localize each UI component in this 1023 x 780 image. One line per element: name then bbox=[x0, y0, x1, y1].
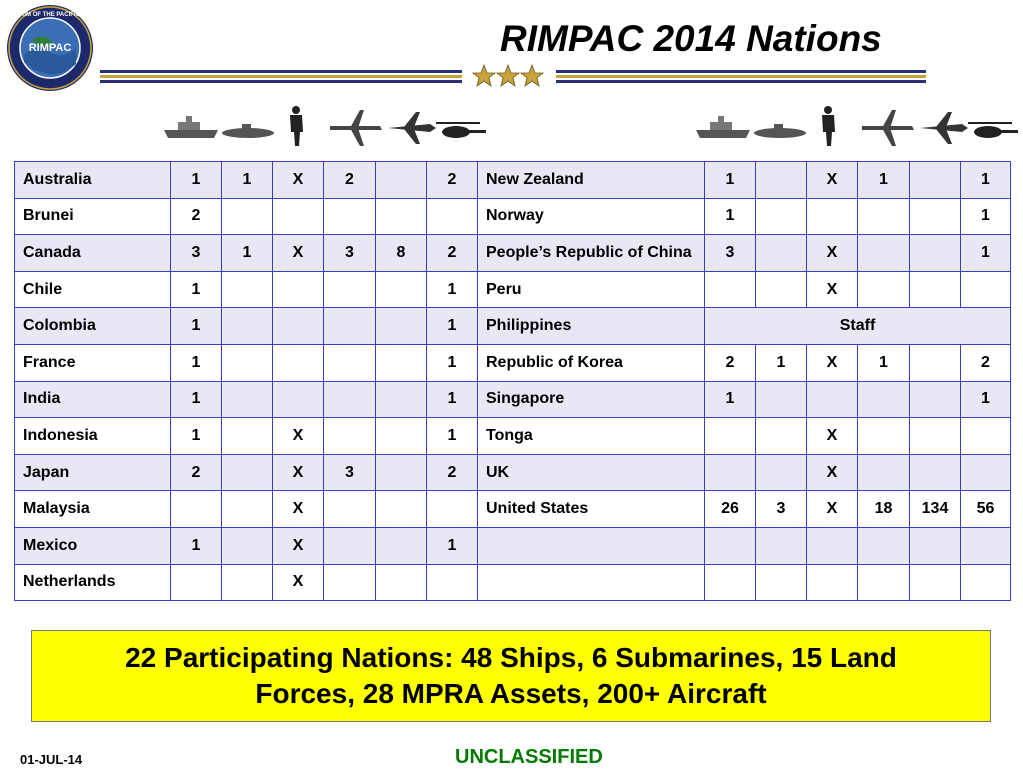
nations-table bbox=[14, 161, 1011, 601]
count-cell bbox=[273, 198, 324, 235]
country-name: France bbox=[15, 344, 171, 381]
count-cell bbox=[427, 198, 478, 235]
count-cell: 1 bbox=[171, 418, 222, 455]
classification-label: UNCLASSIFIED bbox=[455, 746, 603, 768]
count-cell: X bbox=[807, 271, 858, 308]
count-cell: 1 bbox=[961, 381, 1011, 418]
country-name: New Zealand bbox=[478, 162, 705, 199]
country-name: Peru bbox=[478, 271, 705, 308]
country-name: People’s Republic of China bbox=[478, 235, 705, 272]
count-cell: 134 bbox=[910, 491, 961, 528]
count-cell: 2 bbox=[427, 162, 478, 199]
count-cell bbox=[324, 491, 376, 528]
count-cell: 1 bbox=[427, 381, 478, 418]
count-cell: X bbox=[273, 235, 324, 272]
count-cell: 1 bbox=[427, 344, 478, 381]
country-name: Indonesia bbox=[15, 418, 171, 455]
count-cell: 1 bbox=[705, 162, 756, 199]
ship-icon bbox=[164, 116, 218, 138]
count-cell bbox=[324, 198, 376, 235]
count-cell bbox=[324, 271, 376, 308]
count-cell: 1 bbox=[705, 198, 756, 235]
count-cell bbox=[705, 418, 756, 455]
count-cell: X bbox=[807, 162, 858, 199]
count-cell: 1 bbox=[756, 344, 807, 381]
count-cell bbox=[756, 235, 807, 272]
count-cell bbox=[756, 527, 807, 564]
count-cell: 1 bbox=[171, 308, 222, 345]
count-cell bbox=[427, 491, 478, 528]
count-cell bbox=[858, 198, 910, 235]
count-cell bbox=[222, 491, 273, 528]
count-cell bbox=[756, 162, 807, 199]
count-cell bbox=[376, 198, 427, 235]
count-cell bbox=[858, 527, 910, 564]
count-cell bbox=[858, 381, 910, 418]
count-cell bbox=[222, 271, 273, 308]
table-row bbox=[15, 564, 1011, 601]
country-name: Japan bbox=[15, 454, 171, 491]
count-cell: X bbox=[273, 564, 324, 601]
table-row bbox=[15, 527, 1011, 564]
count-cell bbox=[910, 344, 961, 381]
table-body bbox=[15, 162, 1011, 601]
country-name: UK bbox=[478, 454, 705, 491]
count-cell: 1 bbox=[427, 271, 478, 308]
count-cell: X bbox=[807, 235, 858, 272]
count-cell bbox=[910, 527, 961, 564]
count-cell: 1 bbox=[858, 344, 910, 381]
title-rule-right-gold bbox=[556, 75, 926, 78]
count-cell: 2 bbox=[324, 162, 376, 199]
count-cell bbox=[376, 527, 427, 564]
count-cell: X bbox=[273, 491, 324, 528]
ship-icon bbox=[696, 116, 750, 138]
count-cell bbox=[376, 381, 427, 418]
count-cell bbox=[910, 564, 961, 601]
count-cell bbox=[858, 418, 910, 455]
count-cell bbox=[324, 527, 376, 564]
table-row bbox=[15, 271, 1011, 308]
svg-text:RIMPAC: RIMPAC bbox=[28, 42, 72, 54]
svg-text:RIM OF THE PACIFIC: RIM OF THE PACIFIC bbox=[20, 12, 80, 18]
count-cell: X bbox=[273, 162, 324, 199]
count-cell bbox=[910, 198, 961, 235]
count-cell bbox=[910, 381, 961, 418]
country-name: India bbox=[15, 381, 171, 418]
count-cell bbox=[807, 527, 858, 564]
count-cell bbox=[858, 454, 910, 491]
jet-aircraft-icon bbox=[388, 112, 436, 144]
count-cell: 1 bbox=[961, 235, 1011, 272]
count-cell bbox=[910, 418, 961, 455]
count-cell bbox=[376, 564, 427, 601]
country-name: Netherlands bbox=[15, 564, 171, 601]
count-cell bbox=[858, 235, 910, 272]
count-cell: 1 bbox=[427, 527, 478, 564]
summary-line-1: 22 Participating Nations: 48 Ships, 6 Submarines, 15 Land bbox=[125, 642, 897, 673]
count-cell bbox=[807, 564, 858, 601]
country-name bbox=[478, 527, 705, 564]
count-cell bbox=[427, 564, 478, 601]
country-name: United States bbox=[478, 491, 705, 528]
count-cell: 1 bbox=[222, 235, 273, 272]
count-cell: 3 bbox=[324, 454, 376, 491]
country-name bbox=[478, 564, 705, 601]
count-cell bbox=[858, 564, 910, 601]
country-name: Singapore bbox=[478, 381, 705, 418]
title-rule-right-navy2 bbox=[556, 80, 926, 83]
country-name: Philippines bbox=[478, 308, 705, 345]
count-cell bbox=[961, 271, 1011, 308]
count-cell bbox=[273, 271, 324, 308]
count-cell bbox=[376, 454, 427, 491]
count-cell bbox=[961, 454, 1011, 491]
title-rule-left-navy bbox=[100, 70, 462, 73]
count-cell bbox=[376, 344, 427, 381]
count-cell: 1 bbox=[858, 162, 910, 199]
count-cell: 2 bbox=[171, 198, 222, 235]
count-cell bbox=[222, 344, 273, 381]
count-cell bbox=[324, 418, 376, 455]
count-cell bbox=[756, 381, 807, 418]
column-icons-right bbox=[692, 100, 1022, 152]
count-cell: X bbox=[807, 491, 858, 528]
country-name: Brunei bbox=[15, 198, 171, 235]
count-cell: 1 bbox=[171, 162, 222, 199]
count-cell bbox=[756, 418, 807, 455]
helicopter-icon bbox=[968, 122, 1018, 138]
count-cell bbox=[910, 271, 961, 308]
count-cell: 18 bbox=[858, 491, 910, 528]
jet-aircraft-icon bbox=[920, 112, 968, 144]
count-cell: 26 bbox=[705, 491, 756, 528]
table-row bbox=[15, 381, 1011, 418]
count-cell bbox=[910, 162, 961, 199]
stars-icon bbox=[470, 63, 550, 87]
count-cell bbox=[961, 527, 1011, 564]
title-rule-left-gold bbox=[100, 75, 462, 78]
count-cell: 2 bbox=[171, 454, 222, 491]
count-cell bbox=[858, 271, 910, 308]
table-row bbox=[15, 491, 1011, 528]
country-name: Mexico bbox=[15, 527, 171, 564]
count-cell bbox=[222, 198, 273, 235]
count-cell bbox=[705, 527, 756, 564]
country-name: Chile bbox=[15, 271, 171, 308]
rimpac-logo bbox=[6, 4, 94, 92]
count-cell: 3 bbox=[324, 235, 376, 272]
title-rule-right-navy bbox=[556, 70, 926, 73]
count-cell bbox=[324, 308, 376, 345]
table-row bbox=[15, 162, 1011, 199]
country-name: Malaysia bbox=[15, 491, 171, 528]
country-name: Colombia bbox=[15, 308, 171, 345]
count-cell: 56 bbox=[961, 491, 1011, 528]
count-cell bbox=[376, 271, 427, 308]
summary-line-2: Forces, 28 MPRA Assets, 200+ Aircraft bbox=[255, 678, 767, 709]
count-cell: X bbox=[807, 454, 858, 491]
count-cell: X bbox=[807, 344, 858, 381]
count-cell bbox=[756, 564, 807, 601]
table-row bbox=[15, 308, 1011, 345]
country-name: Australia bbox=[15, 162, 171, 199]
soldier-icon bbox=[290, 106, 303, 146]
count-cell: 2 bbox=[427, 454, 478, 491]
count-cell: 1 bbox=[171, 527, 222, 564]
count-cell bbox=[961, 564, 1011, 601]
count-cell: 2 bbox=[961, 344, 1011, 381]
count-cell: 1 bbox=[427, 308, 478, 345]
count-cell bbox=[222, 308, 273, 345]
count-cell: X bbox=[273, 527, 324, 564]
column-icons-left bbox=[160, 100, 490, 152]
country-name: Tonga bbox=[478, 418, 705, 455]
mpra-aircraft-icon bbox=[330, 110, 382, 146]
country-name: Norway bbox=[478, 198, 705, 235]
count-cell bbox=[705, 564, 756, 601]
count-cell: 1 bbox=[961, 198, 1011, 235]
table-row bbox=[15, 198, 1011, 235]
count-cell bbox=[222, 454, 273, 491]
count-cell bbox=[171, 491, 222, 528]
count-cell bbox=[705, 271, 756, 308]
table-row bbox=[15, 418, 1011, 455]
count-cell bbox=[705, 454, 756, 491]
count-cell bbox=[756, 198, 807, 235]
count-cell bbox=[273, 344, 324, 381]
helicopter-icon bbox=[436, 122, 486, 138]
count-cell bbox=[222, 418, 273, 455]
country-name: Republic of Korea bbox=[478, 344, 705, 381]
count-cell bbox=[376, 418, 427, 455]
count-cell bbox=[961, 418, 1011, 455]
count-cell: 3 bbox=[171, 235, 222, 272]
count-cell bbox=[376, 491, 427, 528]
count-cell bbox=[910, 454, 961, 491]
mpra-aircraft-icon bbox=[862, 110, 914, 146]
count-cell: 3 bbox=[756, 491, 807, 528]
count-cell bbox=[376, 308, 427, 345]
count-cell bbox=[324, 344, 376, 381]
count-cell: 1 bbox=[222, 162, 273, 199]
count-cell bbox=[222, 527, 273, 564]
count-cell bbox=[807, 381, 858, 418]
count-cell bbox=[171, 564, 222, 601]
submarine-icon bbox=[222, 124, 274, 138]
count-cell: 1 bbox=[171, 381, 222, 418]
country-name: Canada bbox=[15, 235, 171, 272]
count-cell: 1 bbox=[705, 381, 756, 418]
count-cell: 2 bbox=[427, 235, 478, 272]
count-cell bbox=[756, 454, 807, 491]
count-cell bbox=[324, 381, 376, 418]
count-cell: 8 bbox=[376, 235, 427, 272]
count-cell bbox=[273, 308, 324, 345]
staff-cell: Staff bbox=[705, 308, 1011, 345]
count-cell: 1 bbox=[171, 271, 222, 308]
count-cell bbox=[222, 381, 273, 418]
count-cell: 2 bbox=[705, 344, 756, 381]
count-cell bbox=[273, 381, 324, 418]
count-cell: 3 bbox=[705, 235, 756, 272]
count-cell: X bbox=[273, 418, 324, 455]
count-cell bbox=[910, 235, 961, 272]
slide-date: 01-JUL-14 bbox=[20, 752, 83, 767]
page-title: RIMPAC 2014 Nations bbox=[500, 18, 882, 59]
count-cell: X bbox=[807, 418, 858, 455]
table-row bbox=[15, 344, 1011, 381]
count-cell bbox=[324, 564, 376, 601]
count-cell bbox=[807, 198, 858, 235]
table-row bbox=[15, 235, 1011, 272]
count-cell bbox=[222, 564, 273, 601]
count-cell bbox=[376, 162, 427, 199]
count-cell: 1 bbox=[961, 162, 1011, 199]
count-cell: 1 bbox=[427, 418, 478, 455]
submarine-icon bbox=[754, 124, 806, 138]
count-cell: X bbox=[273, 454, 324, 491]
title-rule-left-navy2 bbox=[100, 80, 462, 83]
summary-banner bbox=[31, 630, 991, 722]
table-row bbox=[15, 454, 1011, 491]
soldier-icon bbox=[822, 106, 835, 146]
count-cell bbox=[756, 271, 807, 308]
count-cell: 1 bbox=[171, 344, 222, 381]
